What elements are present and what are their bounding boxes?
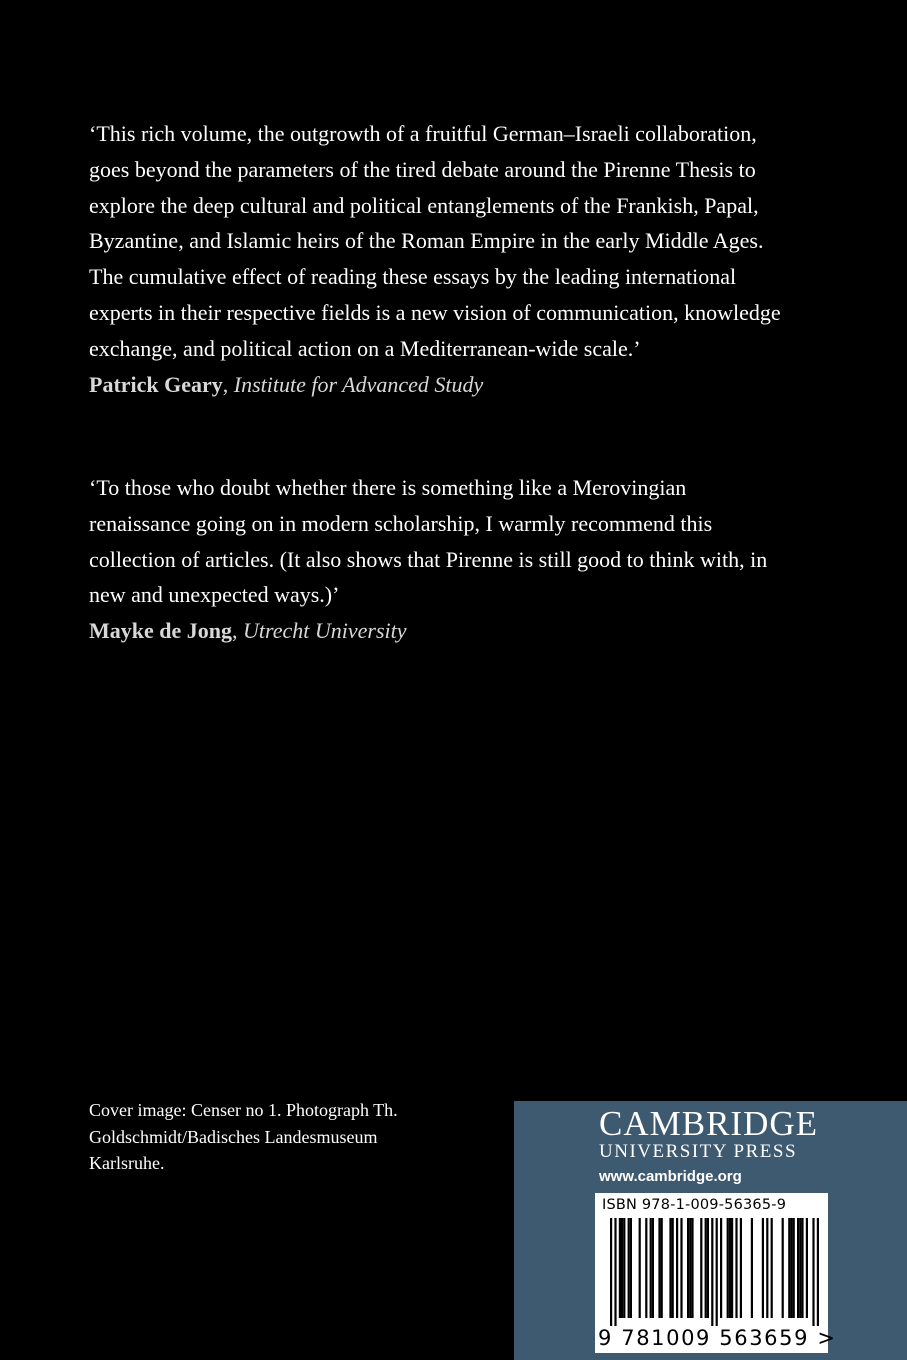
barcode-bar xyxy=(639,1218,641,1318)
barcode-bar xyxy=(788,1218,790,1318)
barcode-bar xyxy=(729,1218,731,1318)
barcode-bar xyxy=(799,1218,801,1318)
barcode-bar xyxy=(650,1218,652,1318)
barcode-bar xyxy=(621,1218,623,1318)
endorsement-quote-1 xyxy=(89,116,789,402)
quote-attribution xyxy=(89,613,789,649)
barcode-bar xyxy=(751,1218,753,1318)
barcode-bar xyxy=(687,1218,689,1318)
barcode-bar xyxy=(610,1218,612,1326)
barcode-bar xyxy=(676,1218,678,1318)
publisher-url: www.cambridge.org xyxy=(599,1168,742,1185)
barcode-box xyxy=(595,1193,837,1353)
barcode-bar xyxy=(705,1218,707,1318)
quote-institution: Utrecht University xyxy=(243,618,407,644)
endorsement-quote-2 xyxy=(89,470,789,649)
barcode-bar xyxy=(720,1218,722,1318)
attribution-separator: , xyxy=(232,618,243,644)
barcode-bar xyxy=(766,1218,768,1318)
barcode-bar xyxy=(669,1218,671,1318)
quote-author: Patrick Geary xyxy=(89,371,223,397)
barcode-bar xyxy=(801,1218,803,1318)
barcode-bar xyxy=(790,1218,792,1318)
publisher-subname: UNIVERSITY PRESS xyxy=(599,1141,798,1162)
barcode-bar xyxy=(658,1218,660,1318)
barcode-bar xyxy=(628,1218,630,1318)
quote-text: ‘This rich volume, the outgrowth of a fruitful German–Israeli collaboration, goes beyond the parameters of the tired debate around the Pirenne Thesis to explore the deep cultural and political entanglements of the Frankish, Papal, Byzantine, and Islamic heirs of the Roman Empire in the early Middle Ages. The cumulative effect of reading these essays by the leading international experts in their respective fields is a new vision of communication, knowledge exchange, and political action on a Mediterranean-wide scale.’ xyxy=(89,121,781,361)
barcode-bar xyxy=(661,1218,663,1318)
barcode-bar xyxy=(782,1218,784,1318)
barcode-bar xyxy=(652,1218,654,1318)
barcode-bar xyxy=(727,1218,729,1318)
publisher-panel xyxy=(514,1101,907,1360)
attribution-separator: , xyxy=(222,371,234,397)
isbn-label: ISBN 978-1-009-56365-9 xyxy=(602,1197,787,1213)
barcode-bar xyxy=(797,1218,799,1318)
barcode-bar xyxy=(806,1218,808,1318)
barcode-bar xyxy=(672,1218,674,1318)
barcode-bar xyxy=(771,1218,773,1318)
quote-text: ‘To those who doubt whether there is something like a Merovingian renaissance going on in modern scholarship, I warmly recommend this collection of articles. (It also shows that Pirenne is still good to think with, in new and unexpected ways.)’ xyxy=(89,475,768,608)
barcode-bar xyxy=(793,1218,795,1318)
barcode-bar xyxy=(716,1218,718,1326)
quote-author: Mayke de Jong xyxy=(89,618,232,644)
barcode-bar xyxy=(700,1218,702,1318)
barcode-bar xyxy=(762,1218,764,1318)
cover-image-credit: Cover image: Censer no 1. Photograph Th. Goldschmidt/Badisches Landesmuseum Karlsruhe. xyxy=(89,1100,398,1173)
barcode-bar xyxy=(691,1218,693,1318)
barcode-bar xyxy=(740,1218,742,1318)
barcode-digits: 9 781009 563659 > xyxy=(598,1326,837,1350)
barcode-bar xyxy=(623,1218,625,1318)
barcode-bar xyxy=(711,1218,713,1326)
barcode-icon xyxy=(600,1218,824,1326)
publisher-name: CAMBRIDGE xyxy=(599,1104,819,1143)
barcode-bar xyxy=(735,1218,737,1318)
quote-institution: Institute for Advanced Study xyxy=(233,371,484,397)
barcode-bar xyxy=(812,1218,814,1326)
barcode-bar xyxy=(630,1218,632,1318)
barcode-bar xyxy=(817,1218,819,1326)
quote-attribution xyxy=(89,367,789,403)
barcode-bar xyxy=(619,1218,621,1318)
barcode-bar xyxy=(645,1218,647,1318)
barcode-bar xyxy=(614,1218,616,1326)
barcode-bar xyxy=(731,1218,733,1318)
barcode-bar xyxy=(707,1218,709,1318)
barcode-bar xyxy=(680,1218,682,1318)
barcode-bar xyxy=(689,1218,691,1318)
